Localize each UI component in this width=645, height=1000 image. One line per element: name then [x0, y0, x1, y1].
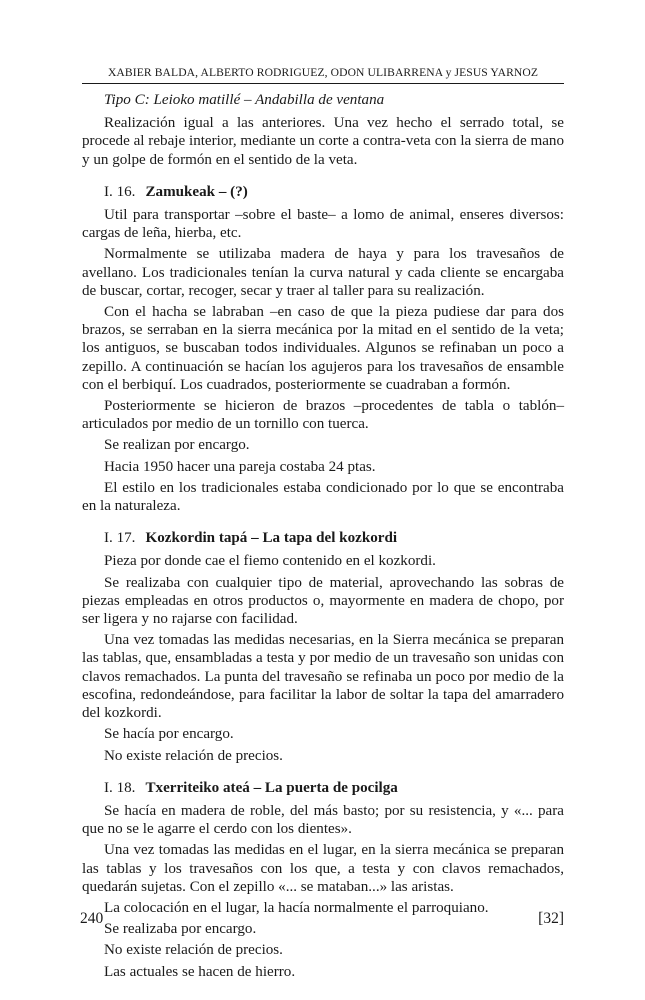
paragraph: Hacia 1950 hacer una pareja costaba 24 ptas. [104, 458, 376, 475]
section-number: I. 18. [104, 779, 136, 796]
document-page [82, 66, 564, 984]
section-i16 [82, 183, 564, 515]
paragraph: Util para transportar –sobre el baste– a lomo de animal, enseres diversos: cargas de leña, hierba, etc. [82, 207, 564, 242]
section-i17 [82, 529, 564, 764]
section-number: I. 16. [104, 183, 136, 200]
paragraph: Realización igual a las anteriores. Una vez hecho el serrado total, se procede al rebaje interior, mediante un corte a contra-veta con la sierra de mano y un golpe de formón en el sentido de la veta. [82, 115, 564, 168]
paragraph: Normalmente se utilizaba madera de haya y para los travesaños de avellano. Los tradicionales tenían la curva natural y cada cliente se encargaba de buscar, cortar, recoger, secar y traer al taller para su realización. [82, 246, 564, 299]
page-content [82, 91, 564, 981]
paragraph: Se hacía en madera de roble, del más basto; por su resistencia, y «... para que no se le agarre el cerdo con los dientes». [82, 802, 564, 838]
page-number: 240 [80, 910, 104, 927]
paragraph: No existe relación de precios. [104, 942, 283, 959]
section-number: I. 17. [104, 530, 136, 547]
section-title: Txerriteiko ateá – La puerta de pocilga [145, 779, 398, 796]
section-title: Zamukeak – (?) [145, 183, 248, 200]
running-header: XABIER BALDA, ALBERTO RODRIGUEZ, ODON ULIBARRENA y JESUS YARNOZ [82, 66, 564, 84]
paragraph: Las actuales se hacen de hierro. [104, 963, 296, 980]
paragraph: El estilo en los tradicionales estaba condicionado por lo que se encontraba en la naturaleza. [82, 479, 564, 515]
section-i18 [82, 779, 564, 981]
paragraph: La colocación en el lugar, la hacía normalmente el parroquiano. [104, 899, 489, 916]
section-heading [104, 183, 564, 201]
paragraph: No existe relación de precios. [104, 747, 283, 764]
section-heading [104, 529, 564, 547]
section-title: Kozkordin tapá – La tapa del kozkordi [145, 530, 398, 547]
paragraph: Se realizaba con cualquier tipo de material, aprovechando las sobras de piezas empleadas en otros productos o, mayormente en madera de chopo, por ser ligera y no rajarse con facilidad. [82, 574, 564, 628]
paragraph: Se hacía por encargo. [104, 726, 234, 743]
paragraph: Se realizan por encargo. [104, 437, 250, 454]
paragraph: Una vez tomadas las medidas necesarias, en la Sierra mecánica se preparan las tablas, que, ensambladas a testa y por medio de un travesaño son unidas con clavos remachados. La punta del travesaño se refinaba un poco por medio de la escofina, redondeándose, para facilitar la labor de soltar la tapa del amarradero del kozkordi. [82, 632, 564, 722]
paragraph: Con el hacha se labraban –en caso de que la pieza pudiese dar para dos brazos, se serraban en la sierra mecánica por la mitad en el sentido de la veta; los antiguos, se buscaban todos individuales. Algunos se refinaban un poco a zepillo. A continuación se hacían los agujeros para los travesaños de ensamble con el berbiquí. Los cuadrados, posteriormente se cuadraban a formón. [82, 304, 564, 393]
paragraph: Se realizaba por encargo. [104, 921, 257, 938]
paragraph: Pieza por donde cae el fiemo contenido en el kozkordi. [104, 553, 436, 570]
paragraph: Posteriormente se hicieron de brazos –procedentes de tabla o tablón– articulados por medio de un tornillo con tuerca. [82, 398, 564, 433]
intro-subtitle: Tipo C: Leioko matillé – Andabilla de ventana [104, 92, 385, 108]
page-reference: [32] [538, 910, 564, 927]
paragraph: Una vez tomadas las medidas en el lugar, en la sierra mecánica se preparan las tablas y los travesaños con los que, a testa y con clavos remachados, quedarán sujetas. Con el zepillo «... se mataban...» las aristas. [82, 842, 564, 895]
section-heading [104, 779, 564, 797]
intro-block [82, 91, 564, 169]
